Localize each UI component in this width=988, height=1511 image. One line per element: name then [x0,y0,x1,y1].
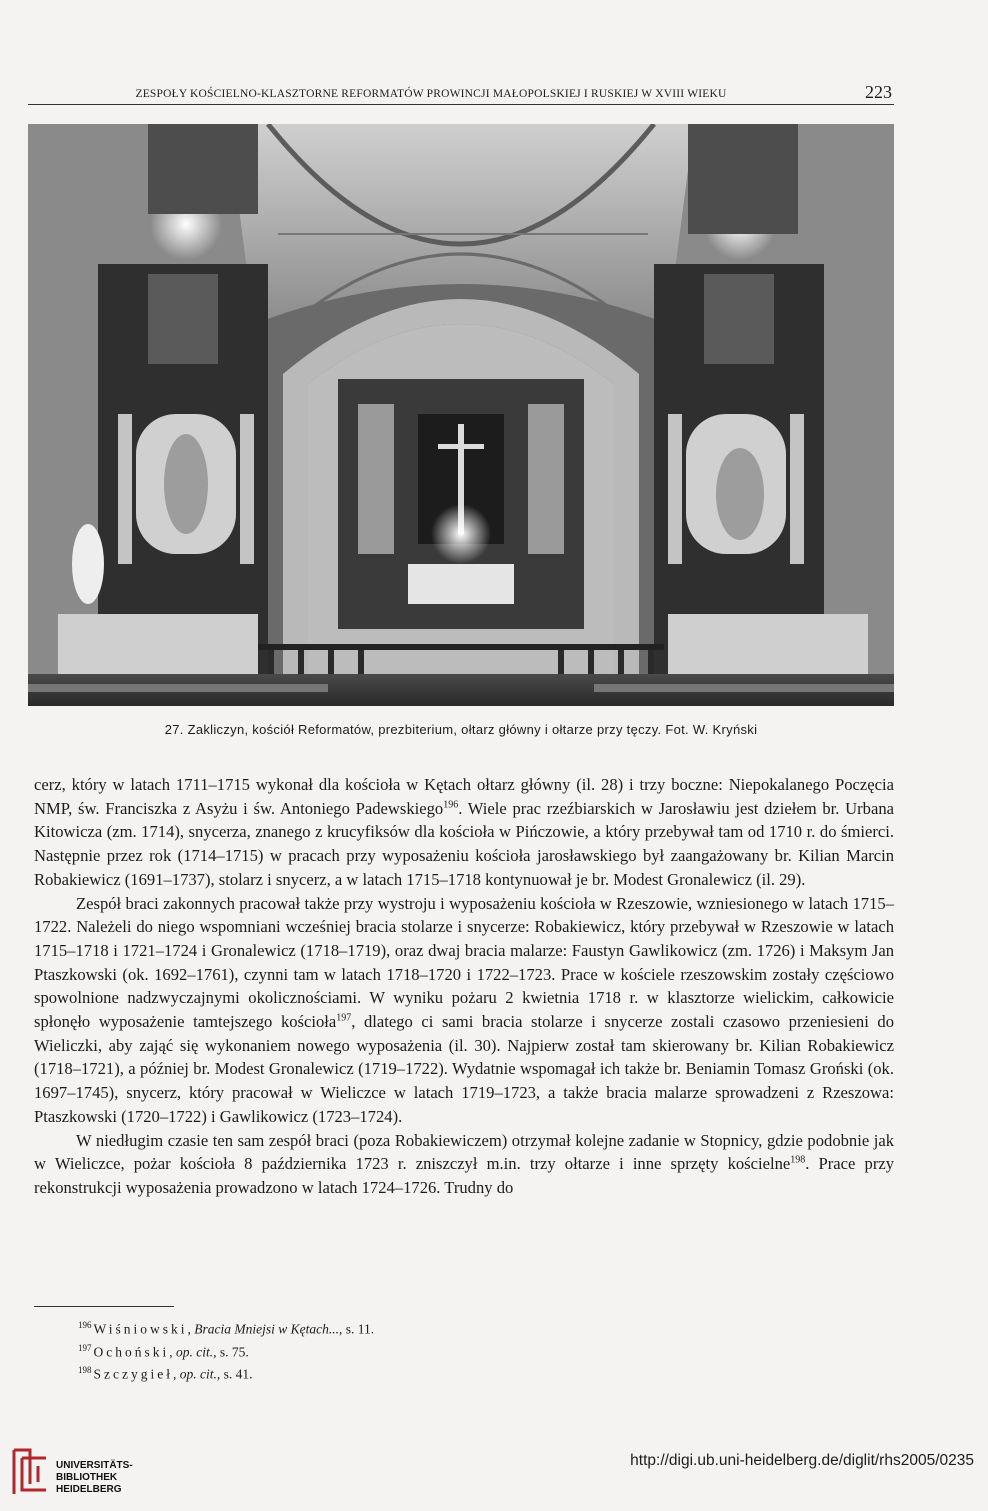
footnotes [78,1316,778,1384]
paragraph-2: Zespół braci zakonnych pracował także przy wystroju i wyposażeniu kościoła w Rzeszowie, wzniesionego w latach 1715–1722. Należeli do niego wspomniani wcześniej bracia stolarze i snycerze: Robakiewicz, który przebywał w Rzeszowie w latach 1715–1718 i 1721–1724 i Gronalewicz (1718–1719), oraz dwaj bracia malarze: Faustyn Gawlikowicz (zm. 1726) i Maksym Jan Ptaszkowski (ok. 1692–1761), czynni tam w latach 1718–1720 i 1722–1723. Prace w kościele rzeszowskim zostały częściowo spowolnione nadzwyczajnymi okolicznościami. W wyniku pożaru 2 kwietnia 1718 r. w klasztorze wielickim, całkowicie spłonęło wyposażenie tamtejszego kościoła$^{197}$, dlatego ci sami bracia stolarze i snycerze zostali czasowo przeniesieni do Wieliczki, aby zająć się wykonaniem nowego wyposażenia (il. 30). Najpierw został tam skierowany br. Kilian Robakiewicz (1718–1721), a później br. Modest Gronalewicz (1719–1722). Wydatnie wspomagał ich także br. Beniamin Tomasz Groński (ok. 1697–1745), snycerz, który pracował w Wieliczce w latach 1719–1723, a także bracia malarze sprowadzeni z Rzeszowa: Ptaszkowski (1720–1722) i Gawlikowicz (1723–1724). [34,893,894,1126]
library-name: UNIVERSITÄTS- BIBLIOTHEK HEIDELBERG [56,1460,133,1495]
running-title: ZESPOŁY KOŚCIELNO-KLASZTORNE REFORMATÓW PROWINCJI MAŁOPOLSKIEJ I RUSKIEJ W XVIII WIEKU [135,88,727,100]
footnote-197: $^{197}$ Ochoński, op. cit., s. 75. [78,1342,249,1359]
body-text [34,773,894,1200]
footnote-198: $^{198}$ Szczygieł, op. cit., s. 41. [78,1365,253,1382]
paragraph-1: cerz, który w latach 1711–1715 wykonał dla kościoła w Kętach ołtarz główny (il. 28) i trzy boczne: Niepokalanego Poczęcia NMP, św. Franciszka z Asyżu i św. Antoniego Padewskiego$^{196}$. Wiele prac rzeźbiarskich w Jarosławiu jest dziełem br. Urbana Kitowicza (zm. 1714), snycerza, znanego z krucyfiksów dla kościoła w Pińczowie, a który przebywał tam od 1710 r. do śmierci. Następnie przez rok (1714–1715) w pracach przy wyposażeniu kościoła jarosławskiego był zaangażowany br. Kilian Marcin Robakiewicz (1691–1737), stolarz i snycerz, a w latach 1715–1718 kontynuował je br. Modest Gronalewicz (il. 29). [34,775,894,889]
footnote-rule [34,1306,174,1307]
figure-caption: 27. Zakliczyn, kościół Reformatów, prezbiterium, ołtarz główny i ołtarze przy tęczy. Fot. W. Kryński [164,722,758,737]
library-logo[interactable] [10,1446,170,1498]
footnote-196: $^{196}$ Wiśniowski, Bracia Mniejsi w Kętach..., s. 11. [78,1320,375,1337]
figure-photo [28,124,894,706]
source-url[interactable]: http://digi.ub.uni-heidelberg.de/diglit/rhs2005/0235 [630,1452,974,1469]
footnote-ref-198[interactable]: 198 [790,1154,806,1166]
paragraph-3: W niedługim czasie ten sam zespół braci (poza Robakiewiczem) otrzymał kolejne zadanie w Stopnicy, gdzie podobnie jak w Wieliczce, pożar kościoła 8 października 1723 r. zniszczył m.in. trzy ołtarze i inne sprzęty kościelne$^{198}$. Prace przy rekonstrukcji wyposażenia prowadzono w latach 1724–1726. Trudny do [34,1130,895,1197]
library-logo-icon [10,1446,50,1498]
page-number: 223 [865,82,892,102]
footnote-ref-197[interactable]: 197 [336,1012,352,1024]
church-interior-illustration [28,124,894,706]
running-head [28,82,894,105]
footnote-ref-196[interactable]: 196 [443,799,459,811]
